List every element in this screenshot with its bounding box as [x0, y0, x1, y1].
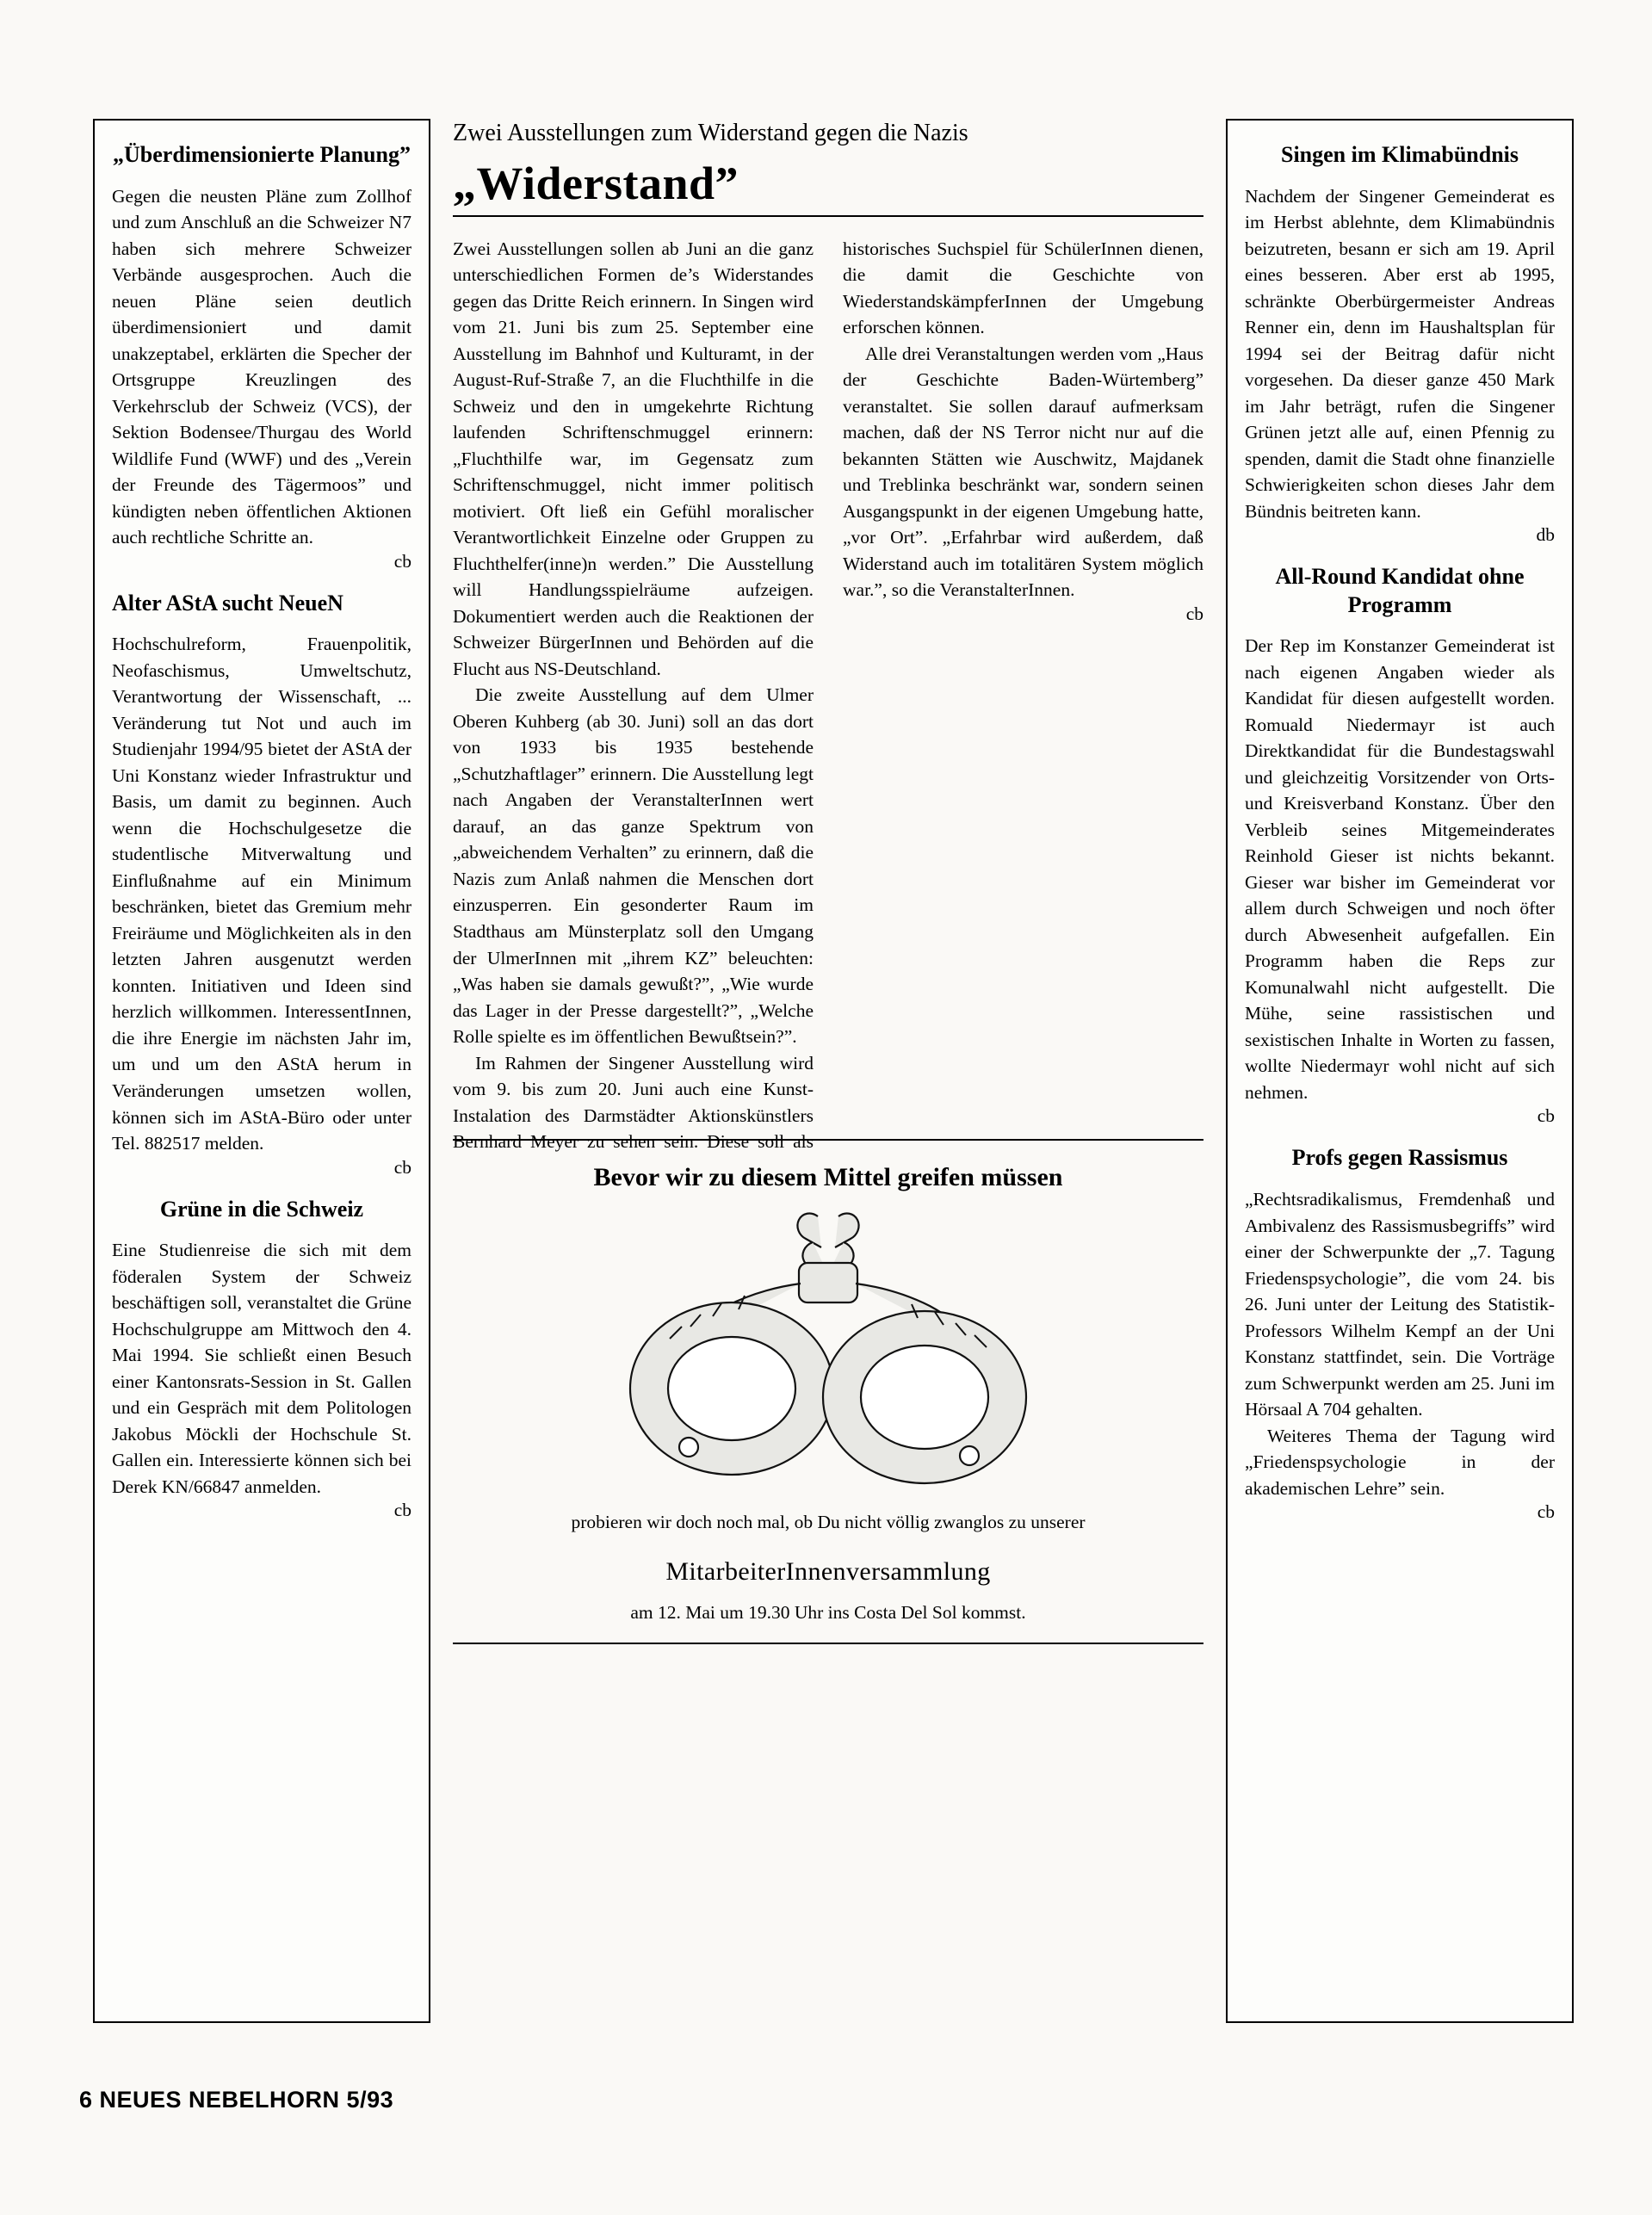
announcement-box	[453, 1139, 1203, 1644]
article-body: Gegen die neusten Pläne zum Zollhof und zum Anschluß an die Schweizer N7 haben sich mehrere Schweizer Verbände ausgesprochen. Auch die neuen Pläne seien deutlich überdimensioniert und damit unakzeptabel, erklärten die Specher der Ortsgruppe Kreuzlingen des Verkehrsclub der Schweiz (VCS), der Sektion Bodensee/Thurgau des World Wildlife Fund (WWF) und des „Verein der Freunde des Tägermoos” und kündigten neben öffentlichen Aktionen auch rechtliche Schritte an.	[112, 185, 411, 548]
article-body: Die zweite Ausstellung auf dem Ulmer Oberen Kuhberg (ab 30. Juni) soll an das dort von 1933 bis 1935 bestehende „Schutzhaftlager” erinnern. Die Ausstellung legt nach Angaben der VeranstalterInnen wert darauf, an das ganze Spektrum von „abweichendem Verhalten” zu erinnern, daß die Nazis zum Anlaß nahmen die Menschen dort einzusperren. Ein gesonderter Raum im Stadthaus am Münsterplatz soll den Umgang der UlmerInnen mit „ihrem KZ” beleuchten: „Was haben sie damals gewußt?”, „Wie wurde das Lager in der Presse dargestellt?”, „Welche Rolle spielte es im öffentlichen Bewußtsein?”.	[453, 684, 814, 1048]
article-heading-gruene-in-die-schweiz: Grüne in die Schweiz	[159, 1196, 364, 1222]
announcement-subline: probieren wir doch noch mal, ob Du nicht völlig zwanglos zu unserer	[571, 1512, 1086, 1532]
article-heading-profs-gegen-rassismus: Profs gegen Rassismus	[1291, 1145, 1508, 1171]
article-body: „Rechtsradikalismus, Fremdenhaß und Ambivalenz des Rassismusbegriffs” wird einer der Schwerpunkte der „7. Tagung Friedenspsychologie”, die vom 24. bis 26. Juni unter der Leitung des Statistik-Professors Wilhelm Kempf an der Uni Konstanz stattfindet, sein. Die Vorträge zum Schwerpunkt werden am 25. Juni im Hörsaal A 704 gehalten.	[1245, 1188, 1555, 1420]
announcement-meeting-title: MitarbeiterInnenversammlung	[665, 1557, 991, 1587]
article-body: Eine Studienreise die sich mit dem föderalen System der Schweiz beschäftigen soll, veranstaltet die Grüne Hochschulgruppe am Mittwoch den 4. Mai 1994. Sie schließt einen Besuch einer Kantonsrats-Session in St. Gallen und ein Gespräch mit dem Politologen Jakobus Möckli der Hochschule St. Gallen ein. Interessierte können sich bei Derek KN/66847 anmelden.	[112, 1240, 411, 1497]
article-body: Hochschulreform, Frauenpolitik, Neofaschismus, Umweltschutz, Verantwortung der Wissenschaft, ... Veränderung tut Not und auch im Studienjahr 1994/95 bietet der AStA der Uni Konstanz wieder Infrastruktur und Basis, um damit zu beginnen. Auch wenn die Hochschulgesetze die studentlische Mitverwaltung und Einflußnahme auf ein Minimum beschränken, bietet das Gremium mehr Freiräume und Möglichkeiten als in den letzten Jahren ausgenutzt werden konnten. Initiativen und Ideen sind herzlich willkommen. InteressentInnen, die ihre Energie im nächsten Jahr im, um und um den AStA herum in Veränderungen umsetzen wollen, können sich im AStA-Büro oder unter Tel. 882517 melden.	[112, 634, 411, 1154]
article-heading-all-round-kandidat: All-Round Kandidat ohne Programm	[1275, 564, 1525, 617]
article-heading-uberdimensionierte-planung: „Überdimensionierte Planung”	[113, 142, 411, 167]
right-column	[1226, 119, 1574, 2023]
title-rule	[453, 215, 1203, 217]
article-signature: cb	[393, 550, 411, 572]
article-signature: cb	[1537, 1105, 1555, 1127]
article-signature: cb	[1185, 603, 1203, 624]
article-title: „Widerstand”	[453, 157, 739, 209]
article-signature: cb	[393, 1500, 411, 1521]
announcement-meeting-time: am 12. Mai um 19.30 Uhr ins Costa Del Sol kommst.	[630, 1602, 1026, 1624]
page-folio: 6 NEUES NEBELHORN 5/93	[79, 2087, 394, 2113]
left-column	[93, 119, 430, 2023]
article-body: Zwei Ausstellungen sollen ab Juni an die ganz unterschiedlichen Formen de’s Widerstandes gegen das Dritte Reich erinnern. In Singen wird vom 21. Juni bis zum 25. September eine Ausstellung im Bahnhof und Kulturamt, in der August-Ruf-Straße 7, an die Fluchthilfe in die Schweiz und den in umgekehrte Richtung laufenden Schriftenschmuggel erinnern: „Fluchthilfe war, im Gegensatz zum Schriftenschmuggel, nicht immer politisch motiviert. Oft ließ ein Gefühl moralischer Verantwortlichkeit Einzelne oder Gruppen zu Fluchthelfer(inne)n werden.” Die Ausstellung will Handlungsspielräume aufzeigen. Dokumentiert werden auch die Reaktionen der Schweizer BürgerInnen und Behörden auf die Flucht aus NS-Deutschland.	[453, 238, 814, 679]
article-heading-singen-im-klimabuendnis: Singen im Klimabündnis	[1281, 142, 1519, 167]
article-body: Weiteres Thema der Tagung wird „Friedenspsychologie in der akademischen Lehre” sein.	[1245, 1425, 1555, 1499]
article-signature: cb	[1537, 1501, 1555, 1523]
article-body: Nachdem der Singener Gemeinderat es im Herbst ablehnte, dem Klimabündnis beizutreten, besann er sich am 19. April eines besseren. Aber erst ab 1995, schränkte Oberbürgermeister Andreas Renner ein, denn im Haushaltsplan für 1994 sei der Beitrag dafür nicht vorgesehen. Da dieser ganze 450 Mark im Jahr beträgt, rufen die Singener Grünen jetzt alle auf, einen Pfennig zu spenden, damit die Stadt ohne finanzielle Schwierigkeiten schon dieses Jahr dem Bündnis beitreten kann.	[1245, 185, 1555, 522]
handcuffs-icon	[587, 1201, 1069, 1502]
article-body: Der Rep im Konstanzer Gemeinderat ist nach eigenen Angaben wieder als Kandidat für diesen aufgestellt worden. Romuald Niedermayr ist auch Direktkandidat für die Bundestagswahl und gleichzeitig Vorsitzender von Orts- und Kreisverband Konstanz. Über den Verbleib seines Mitgemeinderates Reinhold Gieser ist nichts bekannt. Gieser war bisher im Gemeinderat vor allem durch Schweigen und noch öfter durch Abwesenheit aufgefallen. Ein Programm haben die Reps zur Komunalwahl nicht aufgestellt. Die Mühe, seine rassistischen und sexistischen Inhalte in Worten zu fassen, wollte Niedermayr wohl nicht auf sich nehmen.	[1245, 635, 1555, 1103]
page-columns	[93, 119, 1574, 2047]
article-signature: db	[1536, 524, 1555, 546]
center-column	[453, 119, 1203, 1157]
announcement-headline: Bevor wir zu diesem Mittel greifen müssen	[593, 1163, 1063, 1191]
center-article-body	[453, 236, 1203, 1157]
article-heading-alter-asta: Alter AStA sucht NeueN	[112, 590, 343, 616]
article-signature: cb	[393, 1156, 411, 1178]
article-kicker: Zwei Ausstellungen zum Widerstand gegen die Nazis	[453, 120, 968, 146]
article-body: Im Rahmen der Singener Ausstellung wird vom 9. bis zum 20. Juni auch eine Kunst-Instalation des Darmstädter Aktionskünstlers Bernhard Meyer zu sehen sein. Diese soll als historisches Suchspiel für SchülerInnen dienen, die damit die Geschichte von WiederstandskämpferInnen der Umgebung erforschen können.	[453, 238, 1203, 1153]
article-body: Alle drei Veranstaltungen werden vom „Haus der Geschichte Baden-Würtemberg” veranstaltet. Sie sollen darauf aufmerksam machen, daß der NS Terror nicht nur auf die bekannten Stätten wie Auschwitz, Majdanek und Treblinka beschränkt war, sondern seinen Ausgangspunkt in der eigenen Umgebung hatte, „vor Ort”. „Erfahrbar wird außerdem, daß Widerstand auch im totalitären System möglich war.”, so die VeranstalterInnen.	[843, 343, 1203, 601]
